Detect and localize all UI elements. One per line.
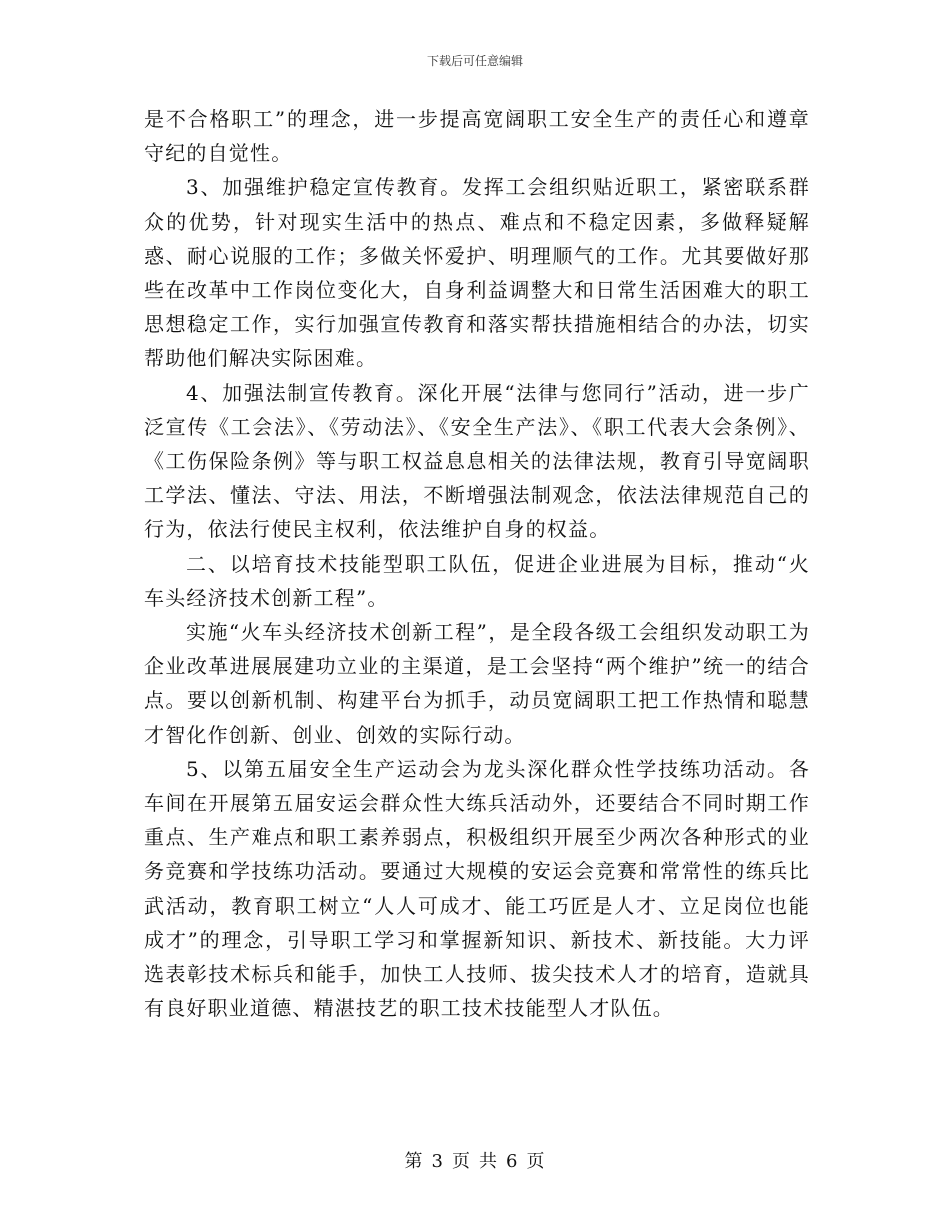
paragraph-continuation: 是不合格职工”的理念，进一步提高宽阔职工安全生产的责任心和遵章守纪的自觉性。 bbox=[144, 107, 810, 166]
paragraph-item-5: 5、以第五届安全生产运动会为龙头深化群众性学技练功活动。各车间在开展第五届安运会群众性大练兵活动外，还要结合不同时期工作重点、生产难点和职工素养弱点，积极组织开展至少两次各种形式的业务竞赛和学技练功活动。要通过大规模的安运会竞赛和常常性的练兵比武活动，教育职工树立“人人可成才、能工巧匠是人才、立足岗位也能成才”的理念，引导职工学习和掌握新知识、新技术、新技能。大力评选表彰技术标兵和能手，加快工人技师、拔尖技术人才的培育，造就具有良好职业道德、精湛技艺的职工技术技能型人才队伍。 bbox=[144, 756, 810, 1021]
footer-prefix: 第 bbox=[404, 1151, 424, 1172]
paragraph-item-3: 3、加强维护稳定宣传教育。发挥工会组织贴近职工，紧密联系群众的优势，针对现实生活中的热点、难点和不稳定因素，多做释疑解惑、耐心说服的工作；多做关怀爱护、明理顺气的工作。尤其要做好那些在改革中工作岗位变化大，自身利益调整大和日常生活困难大的职工思想稳定工作，实行加强宣传教育和落实帮扶措施相结合的办法，切实帮助他们解决实际困难。 bbox=[144, 175, 810, 371]
footer-page-word: 页 bbox=[452, 1151, 471, 1172]
paragraph-item-4: 4、加强法制宣传教育。深化开展“法律与您同行”活动，进一步广泛宣传《工会法》、《劳动法》、《安全生产法》、《职工代表大会条例》、《工伤保险条例》等与职工权益息息相关的法律法规，教育引导宽阔职工学法、懂法、守法、用法，不断增强法制观念，依法法律规范自己的行为，依法行使民主权利，依法维护自身的权益。 bbox=[144, 380, 810, 542]
footer-total-pages: 6 bbox=[506, 1151, 519, 1172]
document-body bbox=[144, 102, 810, 1025]
page-number-footer bbox=[0, 1150, 950, 1174]
paragraph-section-intro: 实施“火车头经济技术创新工程”，是全段各级工会组织发动职工为企业改革进展展建功立业的主渠道，是工会坚持“两个维护”统一的结合点。要以创新机制、构建平台为抓手，动员宽阔职工把工作热情和聪慧才智化作创新、创业、创效的实际行动。 bbox=[144, 620, 810, 747]
footer-current-page: 3 bbox=[431, 1151, 444, 1172]
footer-suffix: 页 bbox=[526, 1151, 546, 1172]
section-heading-2: 二、以培育技术技能型职工队伍，促进企业进展为目标，推动“火车头经济技术创新工程”。 bbox=[144, 551, 810, 610]
footer-total-word: 共 bbox=[479, 1151, 498, 1172]
page-header: 下载后可任意编辑 bbox=[426, 54, 523, 68]
